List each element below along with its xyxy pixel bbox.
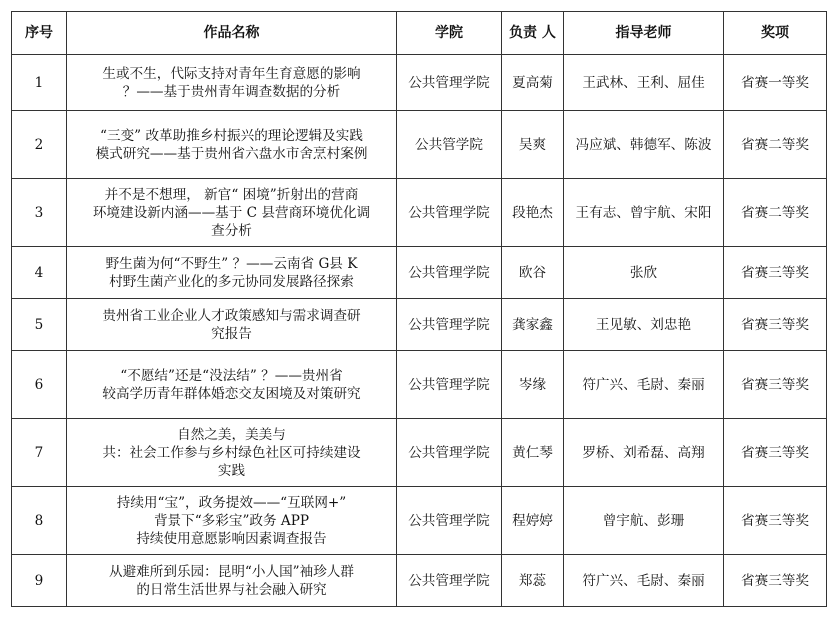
cell-leader: 夏高菊: [502, 55, 564, 111]
title-line: 较高学历青年群体婚恋交友困境及对策研究: [102, 385, 361, 402]
cell-college: 公共管理学院: [397, 555, 502, 607]
cell-title: [67, 111, 397, 179]
cell-award: 省赛三等奖: [724, 487, 827, 555]
title-line: 共：社会工作参与乡村绿色社区可持续建设: [102, 444, 361, 461]
header-seq: 序号: [12, 12, 67, 55]
awards-table: [11, 11, 827, 607]
cell-title: [67, 55, 397, 111]
cell-college: 公共管理学院: [397, 351, 502, 419]
header-advisor: 指导老师: [564, 12, 724, 55]
title-line: ？——基于贵州青年调查数据的分析: [122, 83, 341, 100]
cell-advisor: 符广兴、毛尉、秦丽: [564, 351, 724, 419]
title-line: “不愿结”还是“没法结” ？——贵州省: [120, 367, 343, 384]
cell-seq: 8: [12, 487, 67, 555]
cell-award: 省赛三等奖: [724, 247, 827, 299]
cell-advisor: 张欣: [564, 247, 724, 299]
cell-advisor: 王见敏、刘忠艳: [564, 299, 724, 351]
table-row: [12, 247, 827, 299]
title-line: 野生菌为何“不野生” ？——云南省 G县 K: [105, 255, 358, 272]
cell-college: 公共管理学院: [397, 179, 502, 247]
cell-award: 省赛三等奖: [724, 555, 827, 607]
cell-title: [67, 247, 397, 299]
cell-seq: 2: [12, 111, 67, 179]
title-line: 从避难所到乐园：昆明“小人国”袖珍人群: [109, 563, 354, 580]
header-row: [12, 12, 827, 55]
cell-leader: 程婷婷: [502, 487, 564, 555]
title-line: 并不是不想理， 新官“ 困境”折射出的营商: [104, 186, 359, 203]
title-line: 贵州省工业企业人才政策感知与需求调查研: [102, 307, 361, 324]
title-line: 的日常生活世界与社会融入研究: [136, 581, 327, 598]
cell-college: 公共管理学院: [397, 247, 502, 299]
cell-title: [67, 419, 397, 487]
table-row: [12, 487, 827, 555]
header-name: 作品名称: [67, 12, 397, 55]
cell-college: 公共管理学院: [397, 55, 502, 111]
title-line: 实践: [217, 462, 246, 479]
cell-advisor: 王武林、王利、屈佳: [564, 55, 724, 111]
title-line: 查分析: [211, 222, 252, 239]
title-line: “三变” 改革助推乡村振兴的理论逻辑及实践: [100, 127, 363, 144]
cell-seq: 4: [12, 247, 67, 299]
cell-leader: 欧谷: [502, 247, 564, 299]
cell-leader: 龚家鑫: [502, 299, 564, 351]
cell-seq: 1: [12, 55, 67, 111]
cell-leader: 段艳杰: [502, 179, 564, 247]
cell-seq: 9: [12, 555, 67, 607]
cell-award: 省赛三等奖: [724, 351, 827, 419]
cell-advisor: 王有志、曾宇航、宋阳: [564, 179, 724, 247]
cell-title: [67, 179, 397, 247]
cell-title: [67, 299, 397, 351]
cell-award: 省赛二等奖: [724, 111, 827, 179]
cell-title: [67, 351, 397, 419]
cell-award: 省赛三等奖: [724, 299, 827, 351]
awards-table-container: [11, 11, 827, 607]
table-row: [12, 179, 827, 247]
title-line: 村野生菌产业化的多元协同发展路径探索: [109, 273, 354, 290]
cell-award: 省赛一等奖: [724, 55, 827, 111]
cell-award: 省赛二等奖: [724, 179, 827, 247]
cell-leader: 郑蕊: [502, 555, 564, 607]
cell-leader: 吴爽: [502, 111, 564, 179]
cell-advisor: 罗桥、刘希磊、高翔: [564, 419, 724, 487]
cell-advisor: 符广兴、毛尉、秦丽: [564, 555, 724, 607]
table-row: [12, 555, 827, 607]
cell-leader: 黄仁琴: [502, 419, 564, 487]
title-line: 自然之美，美美与: [177, 426, 286, 443]
title-line: 持续使用意愿影响因素调查报告: [136, 530, 327, 547]
cell-advisor: 曾宇航、彭珊: [564, 487, 724, 555]
table-body: [12, 55, 827, 607]
cell-title: [67, 555, 397, 607]
title-line: 环境建设新内涵——基于 C 县营商环境优化调: [92, 204, 371, 221]
cell-leader: 岑缘: [502, 351, 564, 419]
cell-award: 省赛三等奖: [724, 419, 827, 487]
cell-seq: 7: [12, 419, 67, 487]
cell-advisor: 冯应斌、韩德军、陈波: [564, 111, 724, 179]
table-row: [12, 299, 827, 351]
title-line: 持续用“宝”，政务提效——“互联网+”: [116, 494, 347, 511]
title-line: 究报告: [211, 325, 252, 342]
header-award: 奖项: [724, 12, 827, 55]
cell-seq: 6: [12, 351, 67, 419]
table-row: [12, 111, 827, 179]
cell-college: 公共管理学院: [397, 299, 502, 351]
title-line: 背景下“多彩宝”政务 APP: [153, 512, 310, 529]
cell-college: 公共管理学院: [397, 419, 502, 487]
title-line: 模式研究——基于贵州省六盘水市舍烹村案例: [95, 145, 368, 162]
table-row: [12, 351, 827, 419]
table-row: [12, 419, 827, 487]
header-leader: 负责 人: [502, 12, 564, 55]
cell-seq: 3: [12, 179, 67, 247]
cell-title: [67, 487, 397, 555]
table-row: [12, 55, 827, 111]
header-college: 学院: [397, 12, 502, 55]
title-line: 生或不生，代际支持对青年生育意愿的影响: [102, 65, 361, 82]
cell-seq: 5: [12, 299, 67, 351]
cell-college: 公共管学院: [397, 111, 502, 179]
cell-college: 公共管理学院: [397, 487, 502, 555]
